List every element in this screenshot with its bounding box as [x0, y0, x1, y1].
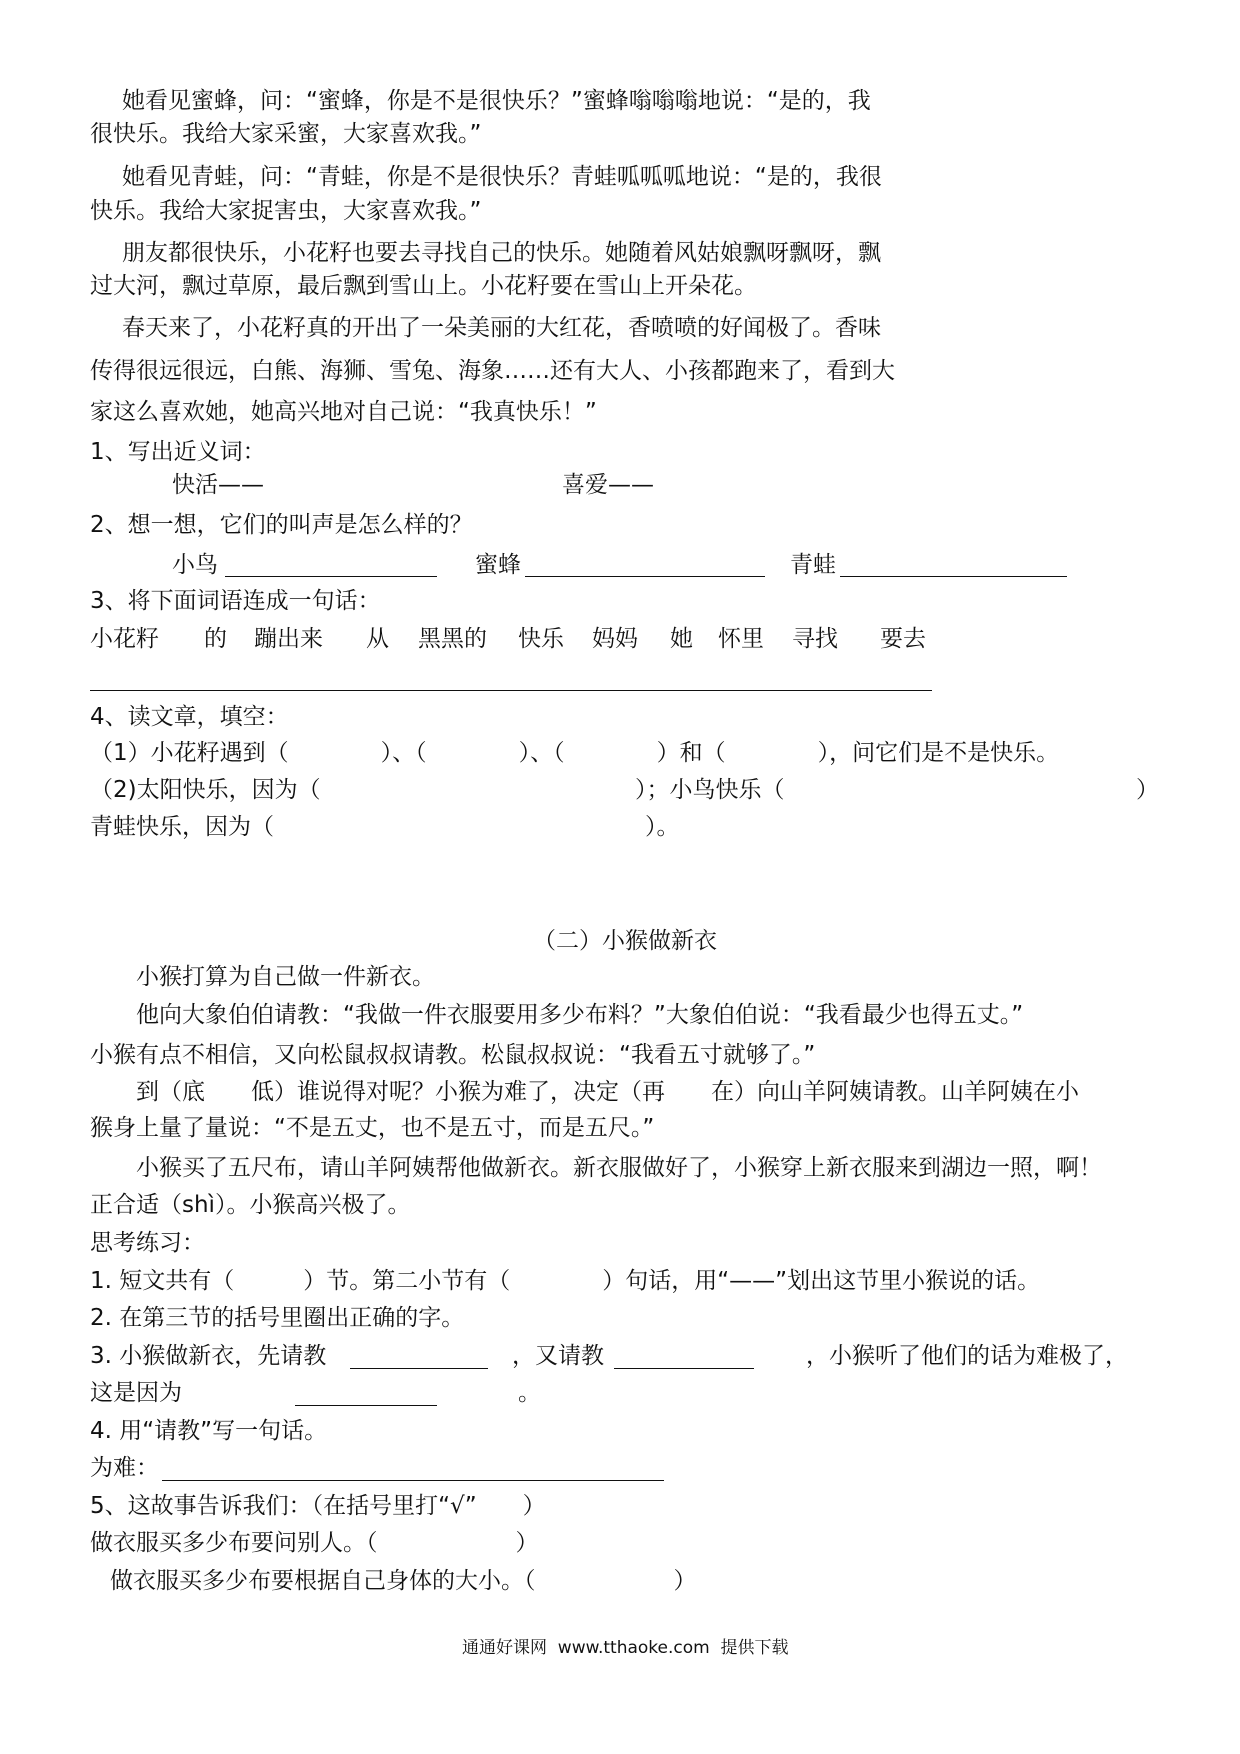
passage1-line: 朋友都很快乐，小花籽也要去寻找自己的快乐。她随着风姑娘飘呀飘呀，飘: [122, 240, 881, 266]
page-footer: 通通好课网 www.tthaoke.com 提供下载: [462, 1638, 789, 1658]
fill-blank-line: （2)太阳快乐，因为（: [90, 777, 321, 803]
answer-line[interactable]: [90, 690, 932, 691]
exercise-3: ，又请教: [512, 1343, 604, 1369]
exercise-5-option: 做衣服买多少布要根据自己身体的大小。（ ）: [110, 1568, 697, 1594]
word-chip: 要去: [880, 626, 926, 652]
word-chip: 怀里: [718, 626, 764, 652]
story-title: （二）小猴做新衣: [533, 928, 717, 954]
exercise-1: 1. 短文共有（ ）节。第二小节有（ ）句话，用“——”划出这节里小猴说的话。: [90, 1268, 1041, 1294]
story-line: 小猴打算为自己做一件新衣。: [136, 964, 435, 990]
passage1-line: 她看见蜜蜂，问：“蜜蜂，你是不是很快乐？”蜜蜂嗡嗡嗡地说：“是的，我: [122, 88, 871, 114]
exercise-3: 这是因为: [90, 1380, 182, 1406]
synonym-item: 喜爱——: [562, 472, 654, 498]
passage1-line: 快乐。我给大家捉害虫，大家喜欢我。”: [90, 198, 482, 224]
passage1-line: 传得很远很远，白熊、海狮、雪兔、海象……还有大人、小孩都跑来了，看到大: [90, 358, 895, 384]
question-2-title: 2、想一想，它们的叫声是怎么样的？: [90, 512, 473, 538]
fill-blank-line: ）: [1136, 777, 1159, 803]
answer-line[interactable]: [614, 1368, 754, 1369]
question-4-title: 4、读文章，填空：: [90, 704, 289, 730]
word-chip: 黑黑的: [418, 626, 487, 652]
story-line: 正合适（shì）。小猴高兴极了。: [90, 1192, 411, 1218]
word-chip: 妈妈: [592, 626, 638, 652]
story-line: 到（底 低）谁说得对呢？小猴为难了，决定（再 在）向山羊阿姨请教。山羊阿姨在小: [136, 1079, 1079, 1105]
sound-item-bird: 小鸟: [172, 552, 218, 578]
word-chip: 她: [670, 626, 693, 652]
story-line: 猴身上量了量说：“不是五丈，也不是五寸，而是五尺。”: [90, 1115, 655, 1141]
exercise-3: 。: [518, 1380, 541, 1406]
question-1-title: 1、写出近义词：: [90, 439, 266, 465]
story-line: 小猴买了五尺布，请山羊阿姨帮他做新衣。新衣服做好了，小猴穿上新衣服来到湖边一照，啊！: [136, 1155, 1102, 1181]
answer-line[interactable]: [225, 576, 437, 577]
word-chip: 从: [366, 626, 389, 652]
word-chip: 蹦出来: [254, 626, 323, 652]
exercise-4: 4. 用“请教”写一句话。: [90, 1418, 328, 1444]
answer-line[interactable]: [525, 576, 765, 577]
answer-line[interactable]: [840, 576, 1067, 577]
exercise-5-option: 做衣服买多少布要问别人。（ ）: [90, 1530, 539, 1556]
passage1-line: 她看见青蛙，问：“青蛙，你是不是很快乐？青蛙呱呱呱地说：“是的，我很: [122, 164, 882, 190]
exercise-5: 5、这故事告诉我们：（在括号里打“√” ）: [90, 1493, 546, 1519]
exercises-heading: 思考练习：: [90, 1230, 205, 1256]
fill-blank-line: 青蛙快乐，因为（: [90, 814, 274, 840]
passage1-line: 过大河，飘过草原，最后飘到雪山上。小花籽要在雪山上开朵花。: [90, 273, 757, 299]
answer-line[interactable]: [350, 1368, 488, 1369]
passage1-line: 春天来了，小花籽真的开出了一朵美丽的大红花，香喷喷的好闻极了。香味: [122, 315, 881, 341]
question-3-title: 3、将下面词语连成一句话：: [90, 588, 381, 614]
exercise-2: 2. 在第三节的括号里圈出正确的字。: [90, 1305, 465, 1331]
answer-line[interactable]: [162, 1480, 664, 1481]
word-chip: 小花籽: [90, 626, 159, 652]
fill-blank-line: ）；小鸟快乐（: [635, 777, 785, 803]
word-chip: 的: [204, 626, 227, 652]
passage1-line: 很快乐。我给大家采蜜，大家喜欢我。”: [90, 121, 482, 147]
answer-line[interactable]: [295, 1405, 437, 1406]
story-line: 他向大象伯伯请教：“我做一件衣服要用多少布料？”大象伯伯说：“我看最少也得五丈。”: [136, 1002, 1024, 1028]
exercise-3: ，小猴听了他们的话为难极了，: [806, 1343, 1128, 1369]
sound-item-bee: 蜜蜂: [475, 552, 521, 578]
story-line: 小猴有点不相信，又向松鼠叔叔请教。松鼠叔叔说：“我看五寸就够了。”: [90, 1042, 816, 1068]
sound-item-frog: 青蛙: [790, 552, 836, 578]
fill-blank-line: ）。: [645, 814, 680, 840]
word-chip: 寻找: [792, 626, 838, 652]
fill-blank-line: （1）小花籽遇到（ ）、（ ）、（ ）和（ ），问它们是不是快乐。: [90, 740, 1060, 766]
exercise-4-label: 为难：: [90, 1455, 159, 1481]
passage1-line: 家这么喜欢她，她高兴地对自己说：“我真快乐！”: [90, 399, 597, 425]
synonym-item: 快活——: [172, 472, 264, 498]
exercise-3: 3. 小猴做新衣，先请教: [90, 1343, 327, 1369]
word-chip: 快乐: [518, 626, 564, 652]
